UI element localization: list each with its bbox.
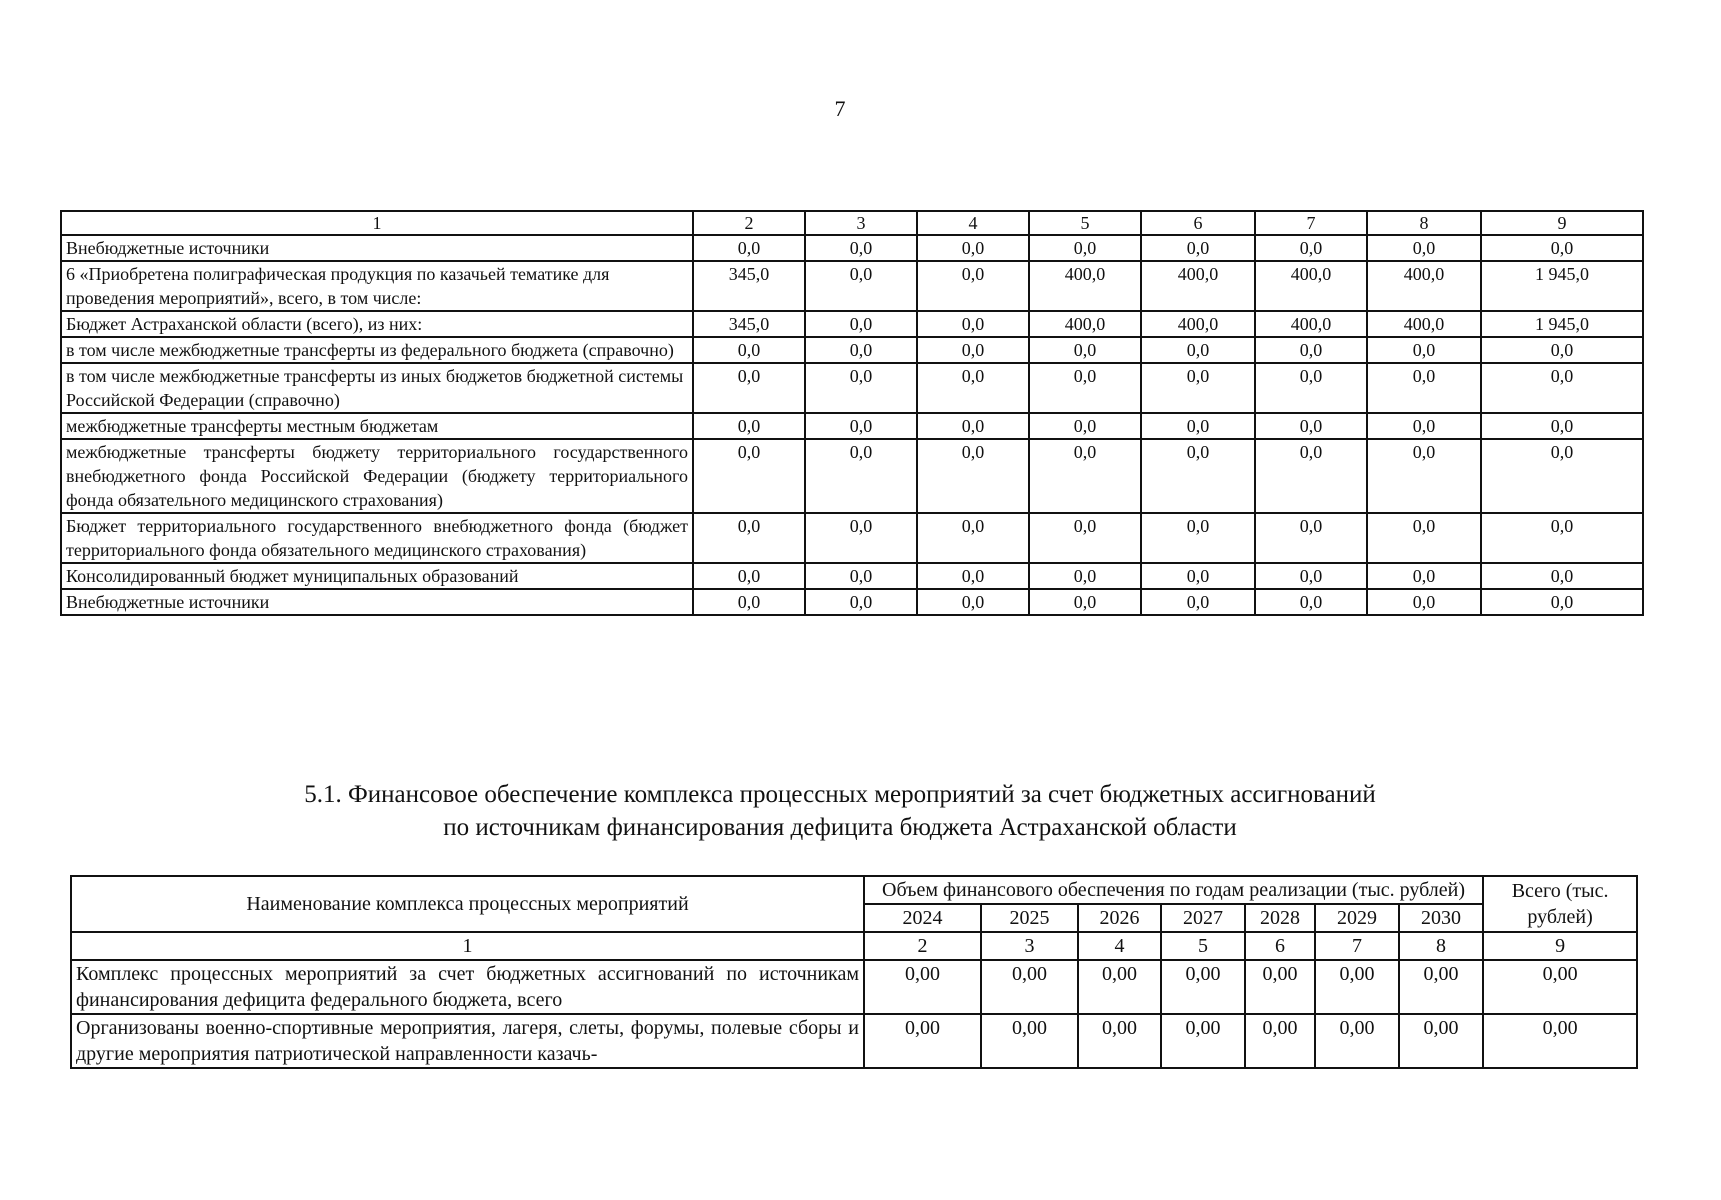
value-cell: 0,00 [864, 960, 981, 1014]
value-cell: 0,0 [917, 563, 1029, 589]
value-cell: 0,0 [1029, 439, 1141, 513]
value-cell: 0,0 [1141, 563, 1255, 589]
table-row [61, 337, 1643, 363]
value-cell: 0,0 [1141, 337, 1255, 363]
process-measures-funding-table [70, 875, 1638, 1069]
table-row [61, 589, 1643, 615]
table-row [71, 960, 1637, 1014]
value-cell: 345,0 [693, 261, 805, 311]
value-cell: 0,0 [917, 413, 1029, 439]
value-cell: 0,00 [1245, 1014, 1315, 1068]
row-label: межбюджетные трансферты бюджету территориального государственного внебюджетного фонда Российской Федерации (бюджету территориального фонда обязательного медицинского страхования) [61, 439, 693, 513]
value-cell: 0,0 [1481, 563, 1643, 589]
value-cell: 0,0 [693, 413, 805, 439]
row-label: Внебюджетные источники [61, 589, 693, 615]
value-cell: 0,0 [1255, 337, 1367, 363]
column-number: 2 [864, 932, 981, 960]
value-cell: 0,0 [1481, 439, 1643, 513]
table-row [61, 311, 1643, 337]
value-cell: 0,0 [1481, 363, 1643, 413]
value-cell: 0,0 [1141, 363, 1255, 413]
value-cell: 0,00 [981, 1014, 1078, 1068]
value-cell: 0,0 [1141, 589, 1255, 615]
value-cell: 0,00 [1078, 1014, 1161, 1068]
value-cell: 0,0 [1367, 363, 1481, 413]
value-cell: 0,0 [693, 513, 805, 563]
value-cell: 400,0 [1255, 311, 1367, 337]
value-cell: 0,0 [1141, 439, 1255, 513]
table1-body [61, 211, 1643, 615]
value-cell: 0,0 [1255, 563, 1367, 589]
name-column-header: Наименование комплекса процессных мероприятий [71, 876, 864, 932]
year-header: 2028 [1245, 904, 1315, 932]
value-cell: 0,0 [1481, 413, 1643, 439]
column-number: 9 [1483, 932, 1637, 960]
value-cell: 0,0 [917, 439, 1029, 513]
value-cell: 400,0 [1029, 311, 1141, 337]
value-cell: 0,0 [917, 311, 1029, 337]
value-cell: 0,0 [1255, 513, 1367, 563]
value-cell: 0,0 [1029, 563, 1141, 589]
value-cell: 0,0 [693, 563, 805, 589]
value-cell: 0,0 [1029, 513, 1141, 563]
value-cell: 345,0 [693, 311, 805, 337]
value-cell: 0,0 [1255, 439, 1367, 513]
page-number: 7 [834, 96, 846, 121]
value-cell: 0,0 [917, 363, 1029, 413]
row-label: Организованы военно-спортивные мероприятия, лагеря, слеты, форумы, полевые сборы и другие мероприятия патриотической направленности казачь- [71, 1014, 864, 1068]
value-cell: 0,0 [805, 413, 917, 439]
table-row [61, 513, 1643, 563]
value-cell: 0,00 [1483, 1014, 1637, 1068]
column-number: 4 [1078, 932, 1161, 960]
value-cell: 0,00 [1315, 960, 1399, 1014]
value-cell: 0,0 [805, 513, 917, 563]
value-cell: 0,00 [1483, 960, 1637, 1014]
column-numbers-row [71, 932, 1637, 960]
value-cell: 0,0 [1255, 363, 1367, 413]
value-cell: 0,0 [693, 439, 805, 513]
table-row [61, 261, 1643, 311]
value-cell: 400,0 [1367, 311, 1481, 337]
value-cell: 0,0 [1481, 337, 1643, 363]
row-label: Внебюджетные источники [61, 235, 693, 261]
column-number: 5 [1029, 211, 1141, 235]
value-cell: 0,0 [1141, 413, 1255, 439]
value-cell: 0,00 [1161, 1014, 1245, 1068]
table-row [61, 413, 1643, 439]
value-cell: 0,0 [917, 513, 1029, 563]
value-cell: 400,0 [1029, 261, 1141, 311]
value-cell: 0,0 [805, 439, 917, 513]
column-number: 3 [981, 932, 1078, 960]
value-cell: 400,0 [1367, 261, 1481, 311]
value-cell: 0,0 [1141, 513, 1255, 563]
value-cell: 0,0 [805, 563, 917, 589]
row-label: Бюджет территориального государственного внебюджетного фонда (бюджет территориального фонда обязательного медицинского страхования) [61, 513, 693, 563]
row-label: 6 «Приобретена полиграфическая продукция по казачьей тематике для проведения мероприятий», всего, в том числе: [61, 261, 693, 311]
table-row [61, 363, 1643, 413]
column-numbers-row [61, 211, 1643, 235]
value-cell: 0,0 [1029, 235, 1141, 261]
value-cell: 0,0 [1481, 589, 1643, 615]
value-cell: 1 945,0 [1481, 261, 1643, 311]
value-cell: 400,0 [1141, 261, 1255, 311]
value-cell: 0,00 [1161, 960, 1245, 1014]
year-header: 2029 [1315, 904, 1399, 932]
value-cell: 0,0 [1255, 413, 1367, 439]
value-cell: 0,0 [805, 337, 917, 363]
value-cell: 0,0 [693, 589, 805, 615]
value-cell: 0,0 [917, 337, 1029, 363]
column-number: 5 [1161, 932, 1245, 960]
section-title-line-1: 5.1. Финансовое обеспечение комплекса процессных мероприятий за счет бюджетных ассигнований [304, 781, 1376, 808]
value-cell: 0,0 [1481, 235, 1643, 261]
row-label: межбюджетные трансферты местным бюджетам [61, 413, 693, 439]
value-cell: 400,0 [1141, 311, 1255, 337]
year-header: 2026 [1078, 904, 1161, 932]
column-number: 1 [61, 211, 693, 235]
row-label: Бюджет Астраханской области (всего), из них: [61, 311, 693, 337]
year-header: 2027 [1161, 904, 1245, 932]
value-cell: 0,0 [1367, 563, 1481, 589]
value-cell: 0,0 [805, 589, 917, 615]
value-cell: 1 945,0 [1481, 311, 1643, 337]
column-number: 7 [1255, 211, 1367, 235]
row-label: Комплекс процессных мероприятий за счет бюджетных ассигнований по источникам финансирования дефицита федерального бюджета, всего [71, 960, 864, 1014]
value-cell: 0,0 [1367, 413, 1481, 439]
volume-column-header: Объем финансового обеспечения по годам реализации (тыс. рублей) [864, 876, 1483, 904]
value-cell: 0,0 [805, 261, 917, 311]
value-cell: 0,0 [693, 235, 805, 261]
value-cell: 0,0 [917, 235, 1029, 261]
value-cell: 0,00 [1399, 1014, 1483, 1068]
value-cell: 400,0 [1255, 261, 1367, 311]
value-cell: 0,0 [1481, 513, 1643, 563]
year-header: 2025 [981, 904, 1078, 932]
column-number: 6 [1141, 211, 1255, 235]
column-number: 8 [1399, 932, 1483, 960]
value-cell: 0,0 [1367, 337, 1481, 363]
value-cell: 0,0 [1255, 235, 1367, 261]
value-cell: 0,00 [1315, 1014, 1399, 1068]
value-cell: 0,0 [805, 363, 917, 413]
table-row [71, 1014, 1637, 1068]
value-cell: 0,0 [805, 311, 917, 337]
value-cell: 0,0 [805, 235, 917, 261]
value-cell: 0,0 [1367, 235, 1481, 261]
year-header: 2030 [1399, 904, 1483, 932]
value-cell: 0,0 [693, 363, 805, 413]
column-number: 6 [1245, 932, 1315, 960]
table-row [61, 439, 1643, 513]
row-label: в том числе межбюджетные трансферты из федерального бюджета (справочно) [61, 337, 693, 363]
value-cell: 0,00 [1245, 960, 1315, 1014]
column-number: 1 [71, 932, 864, 960]
column-number: 4 [917, 211, 1029, 235]
column-number: 7 [1315, 932, 1399, 960]
table2-body [71, 960, 1637, 1068]
year-header: 2024 [864, 904, 981, 932]
value-cell: 0,0 [1255, 589, 1367, 615]
section-title [0, 778, 1680, 844]
column-number: 9 [1481, 211, 1643, 235]
funding-table-continued [60, 210, 1644, 616]
value-cell: 0,0 [1367, 589, 1481, 615]
value-cell: 0,0 [1367, 513, 1481, 563]
value-cell: 0,0 [1029, 363, 1141, 413]
value-cell: 0,0 [1029, 589, 1141, 615]
total-column-header: Всего (тыс. рублей) [1483, 876, 1637, 932]
value-cell: 0,00 [864, 1014, 981, 1068]
value-cell: 0,00 [1399, 960, 1483, 1014]
section-title-line-2: по источникам финансирования дефицита бюджета Астраханской области [443, 814, 1237, 841]
value-cell: 0,0 [917, 589, 1029, 615]
value-cell: 0,0 [693, 337, 805, 363]
column-number: 8 [1367, 211, 1481, 235]
row-label: Консолидированный бюджет муниципальных образований [61, 563, 693, 589]
value-cell: 0,00 [1078, 960, 1161, 1014]
value-cell: 0,0 [917, 261, 1029, 311]
table-row [61, 563, 1643, 589]
row-label: в том числе межбюджетные трансферты из иных бюджетов бюджетной системы Российской Федерации (справочно) [61, 363, 693, 413]
table-row [61, 235, 1643, 261]
value-cell: 0,00 [981, 960, 1078, 1014]
value-cell: 0,0 [1367, 439, 1481, 513]
column-number: 2 [693, 211, 805, 235]
value-cell: 0,0 [1029, 413, 1141, 439]
value-cell: 0,0 [1029, 337, 1141, 363]
value-cell: 0,0 [1141, 235, 1255, 261]
column-number: 3 [805, 211, 917, 235]
